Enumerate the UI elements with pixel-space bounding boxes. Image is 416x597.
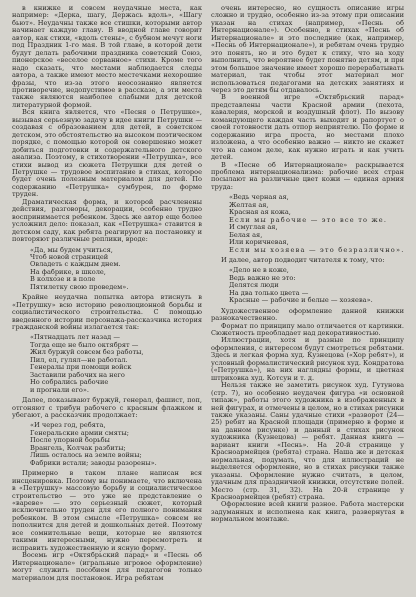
verse-line: Красная ая кожа,: [229, 208, 291, 217]
verse-line: Врангель, Колчак разбиты;: [30, 443, 126, 452]
verse-line: Ведь важно не это:: [229, 273, 296, 282]
right-column: [211, 5, 404, 593]
paragraph: Крайне неудачна попытка автора втиснуть в «Петрушку» всю историю революционной борьбы и социалистического строительства. С помощью введенного истории персонажа-рассказчика история гражданской войны излагается так:: [12, 293, 202, 332]
paragraph: Вся книга является, что «Песня о Петрушке», вызывая серьезную задачу в идее книги Петрушки — создавая с образованием для детей, в советском детском, это обстоятельство на высоком поэтическом порядке, с помощью которой он совершенно может добиться подготовки и содержательного детского анализа. Поэтому, в стихотворении «Петрушка», все стихи вывод из сюжета Петрушки для детей о Петрушке — трудовое воспитание в стихах, которое будет очень полезным материалом для детей. По содержанию «Петрушка» сумбурен, по форме труден.: [12, 108, 202, 199]
verse-line: После упорной борьбы: [30, 436, 110, 445]
verse-quote: [30, 422, 202, 467]
verse-line: Желтая ая,: [229, 200, 269, 209]
verse-line: Овладеть с каждым днем.: [30, 260, 121, 269]
paragraph: Оформление всей книги разное. Работа мастерски задуманных и исполнена как книга, развернутая в нормальном монтаже.: [211, 500, 404, 524]
verse-line: Тогда еще не было октябрят —: [30, 340, 139, 349]
left-column: [12, 5, 202, 593]
verse-line: Лишь осталось на земле войны;: [30, 451, 142, 460]
paragraph: Восемь игр «Октябрьский парад» и «Песнь об Интернационале» (игральные игровое оформление) могут служить пособием для педагогов только материалом для постановок. Игра ребятам: [12, 551, 202, 582]
paragraph: Далее, показывают буржуй, генерал, фашист, поп, отгоняют с трибун рабочего с красным флажком и убегают, а рассказчик продолжает:: [12, 396, 202, 420]
verse-line: Красные — рабочие и белые — хозяева».: [229, 296, 373, 305]
verse-line: Генералы при помощи войск: [30, 363, 132, 372]
verse-line: Чтоб новой страницей: [30, 252, 109, 261]
paragraph: Формат по принципу мало отличается от картинки. Сюжетность преобладает над декоративностью.: [211, 321, 404, 338]
verse-line: Генеральские армии смяты;: [30, 428, 129, 437]
verse-line: И смуглая ая,: [229, 223, 278, 232]
paragraph: И далее, автор подводит читателя к тому, что:: [221, 255, 385, 264]
verse-line: Если мы рабочие — это все то же.: [229, 215, 388, 224]
paragraph: Иллюстрации, хотя и разные по принципу оформления, с интересом будут смотреться ребятами. Здесь и легкая форма худ. Кузнецова («Хор ребят»), и условный формалистический рисунок худ. Кондратова («Петрушка»), на них наглядны формы, и цветная штриховка худ. Котсун и т. д.: [211, 336, 404, 382]
verse-line: Или коричневая,: [229, 238, 289, 247]
verse-line: «Ведь черная ая,: [229, 193, 289, 202]
verse-line: и прогнали его».: [30, 385, 89, 394]
verse-line: Белая ая,: [229, 230, 263, 239]
paragraph: Нельзя также не заметить рисунок худ. Гутунова (стр. 7), но особенно неудачен фигура «и основной типаж», работы этого художника в изображенных в ней фигурах, и отмечены в целом, но в стихах рисунки также указаны. Саны удачные стихи «разворот (24—25) ребят на Красной площади (примерно в форме и на данном рисунке) и данный в стихах рисунок художника (Кузнецова) — ребят. Данная книга — вариант книги «Песнь». На 20-й странице у Красноармейцев (ребята) страна. Наша же и детская нормальная, подумать, что для иллюстраций не выделяется оформление, но в стихах рисунки также указаны. Оформление нужно считать, в целом, удачным для праздничной книжки, отсутствие полей. Место (стр. 31, 32). На 20-й странице у Красноармейцев (ребят) страна.: [211, 381, 404, 501]
verse-quote: [30, 334, 202, 394]
verse-line: В колхозе и в поле: [30, 275, 96, 284]
verse-quote: [30, 247, 202, 292]
paragraph: В «Песне об Интернационале» раскрывается проблема интернационализма: рабочие всех стран посылают на различные цвет кожи — единая армия труда:: [211, 160, 404, 191]
paragraph: Драматическая форма, и которой расчленены действия, разговоры, декорации, особенно трудно воспринимается ребенком. Здесь же автор еще более усложнил дело: показал, как «Петрушка» ставится в детском саду, как ребята реагируют на постановку и повторяют различные реплики, вроде:: [12, 197, 202, 244]
verse-line: «И через год, ребята,: [30, 421, 106, 430]
verse-line: Если мы хозяева — это безразлично».: [229, 245, 404, 254]
verse-line: Пятилетку свою проведем».: [30, 282, 129, 291]
paragraph: Художественное оформление данной книжки разнокачественно.: [211, 306, 404, 323]
paragraph: В военной игре «Октябрьский парад» представлены части Красной армии (пехота, кавалерия, морской и воздушный флот). По вызову командующего каждая часть выходит и рапортует о своей готовности дать отпор неприятелю. По форме и содержанию игра проста, но местами плохо изложена, а что особенно важно — никто не скажет что на самом деле, как нужно играть и как учить детей.: [211, 93, 404, 162]
verse-line: «Пятнадцать лет назад —: [30, 333, 120, 342]
verse-quote: [229, 194, 404, 254]
verse-line: Жил буржуй совсем без работы,: [30, 348, 144, 357]
verse-line: Делятся люди: [229, 281, 279, 290]
verse-quote: [229, 267, 404, 304]
verse-line: Фабрики встали; заводы разорены».: [30, 458, 157, 467]
paragraph: очень интересно, но сущность описание игры сложно и трудно, особенно из-за этому при описании указан на стихах (например, «Песнь об Интернационале»). Особенно, в стихах «Песнь об Интернационале» и это последние (как, например, «Песнь об Интернационале»), и ребятам очень трудно это понять, но и это будет к стиху, что на ходу выполнить, что вероятнее будет понятно детям, и при этом большое значение имеет хорошо перерабатывать материал, так чтобы этот материал мог использоваться педагогами на детских занятиях и через это детям бы отдавалось.: [211, 5, 404, 94]
paragraph: в книжке и совсем неудачные места, как например: «Дерка, шагу, Держась вдоль», «Шагу бьют». Неудачны также все стишки, которыми автор начинает каждую главу. В вводной главе говорит автор, как стихи, «вдоль стены», с бубном мечут ноги под Праздник 1-го мая. В той главе, в которой дети будут делать рабочими праздника советский Союз, пионерское «веселое сорванное» стихи. Кроме того надо сказать, что местами наблюдается следы автора, а также имеют место местечками нехорошие фразы, что из-за этого неосознанно является противоречие, недопустимое в рассказе, а эти места также являются наиболее слабыми для детской литературной формой.: [12, 5, 202, 109]
verse-line: «Дело не в коже,: [229, 266, 289, 275]
verse-line: На два только цвета —: [229, 288, 309, 297]
paragraph: Примерно в таком плане написан вся инсценировка. Поэтому вы понимаете, что включена в «Петрушку» массовую борьбу и социалистическое строительство — это уже не представление о «вареве» — это серьезный сюжет, который исключительно труден для его полного понимания ребенком. В этом смысле «Петрушка» совсем не пополнится для детей и дошкольных детей. Поэтому все сомнительные вещи, которые не являются такими интересными, нужно пересмотреть и исправить художественную и ясную форму.: [12, 469, 202, 552]
verse-line: Пил, ел, гулял—не работал.: [30, 355, 128, 364]
verse-line: Но собрались рабочие: [30, 378, 109, 387]
verse-line: На фабрике, в школе,: [30, 267, 106, 276]
verse-line: «Да, мы будем учиться,: [30, 245, 113, 254]
verse-line: Заставили рабочих на него: [30, 370, 125, 379]
